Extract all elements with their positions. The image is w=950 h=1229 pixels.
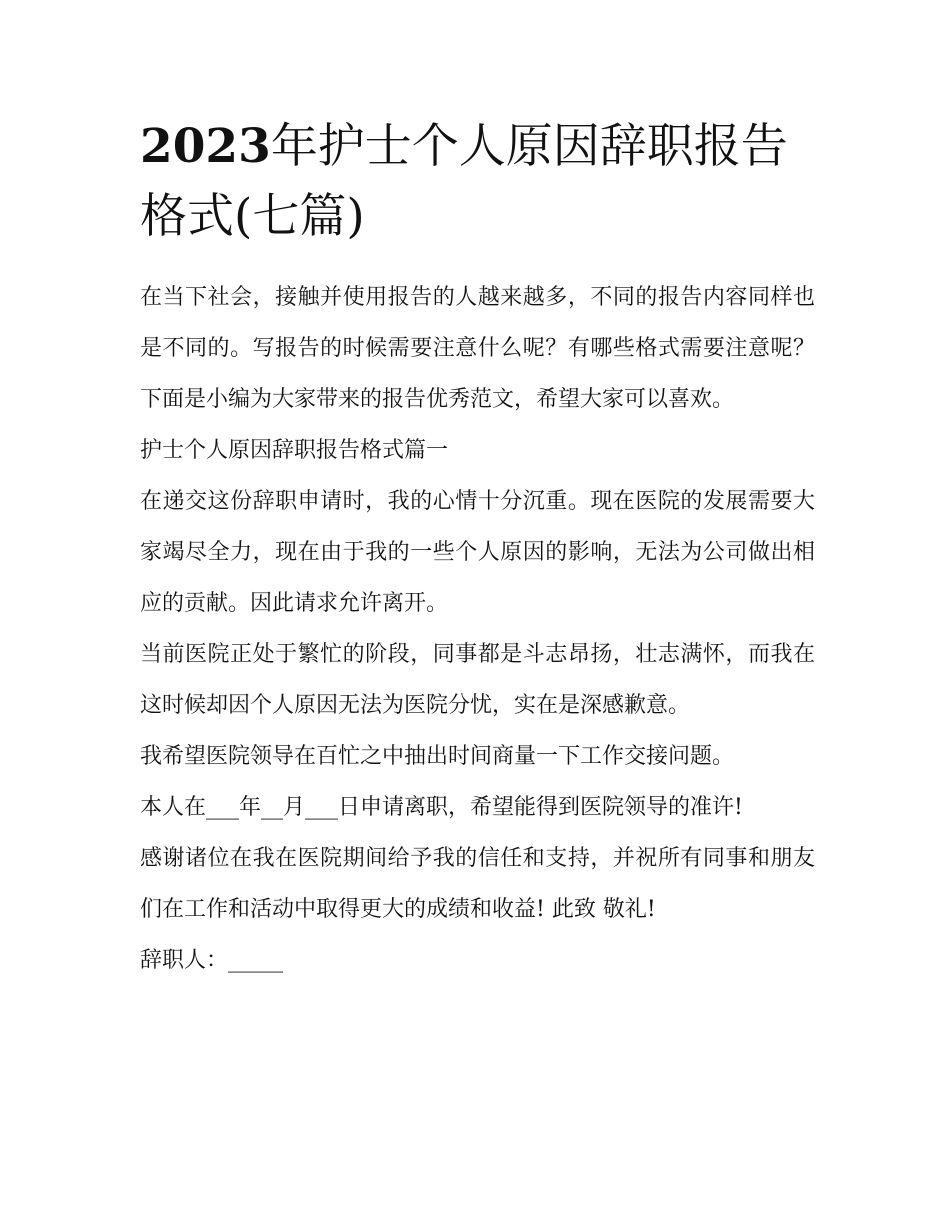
body-paragraph: 感谢诸位在我在医院期间给予我的信任和支持，并祝所有同事和朋友们在工作和活动中取得更大的成绩和收益! 此致 敬礼!	[140, 846, 815, 922]
document-title	[140, 112, 815, 252]
body-paragraph: 我希望医院领导在百忙之中抽出时间商量一下工作交接问题。	[140, 744, 735, 769]
body-paragraph: 本人在___年__月___日申请离职，希望能得到医院领导的准许!	[140, 795, 743, 820]
title-text: 年护士个人原因辞职报告格式(七篇)	[140, 119, 788, 244]
body-paragraph: 当前医院正处于繁忙的阶段，同事都是斗志昂扬，壮志满怀，而我在这时候却因个人原因无法为医院分忧，实在是深感歉意。	[140, 642, 815, 718]
title-year: 2023	[140, 119, 271, 174]
section-heading: 护士个人原因辞职报告格式篇一	[140, 438, 449, 463]
signature-line: 辞职人：_____	[140, 948, 284, 973]
intro-paragraph: 在当下社会，接触并使用报告的人越来越多，不同的报告内容同样也是不同的。写报告的时候需要注意什么呢？有哪些格式需要注意呢？下面是小编为大家带来的报告优秀范文，希望大家可以喜欢。	[140, 285, 815, 412]
body-paragraph: 在递交这份辞职申请时，我的心情十分沉重。现在医院的发展需要大家竭尽全力，现在由于我的一些个人原因的影响，无法为公司做出相应的贡献。因此请求允许离开。	[140, 489, 815, 616]
document-page	[140, 112, 815, 986]
